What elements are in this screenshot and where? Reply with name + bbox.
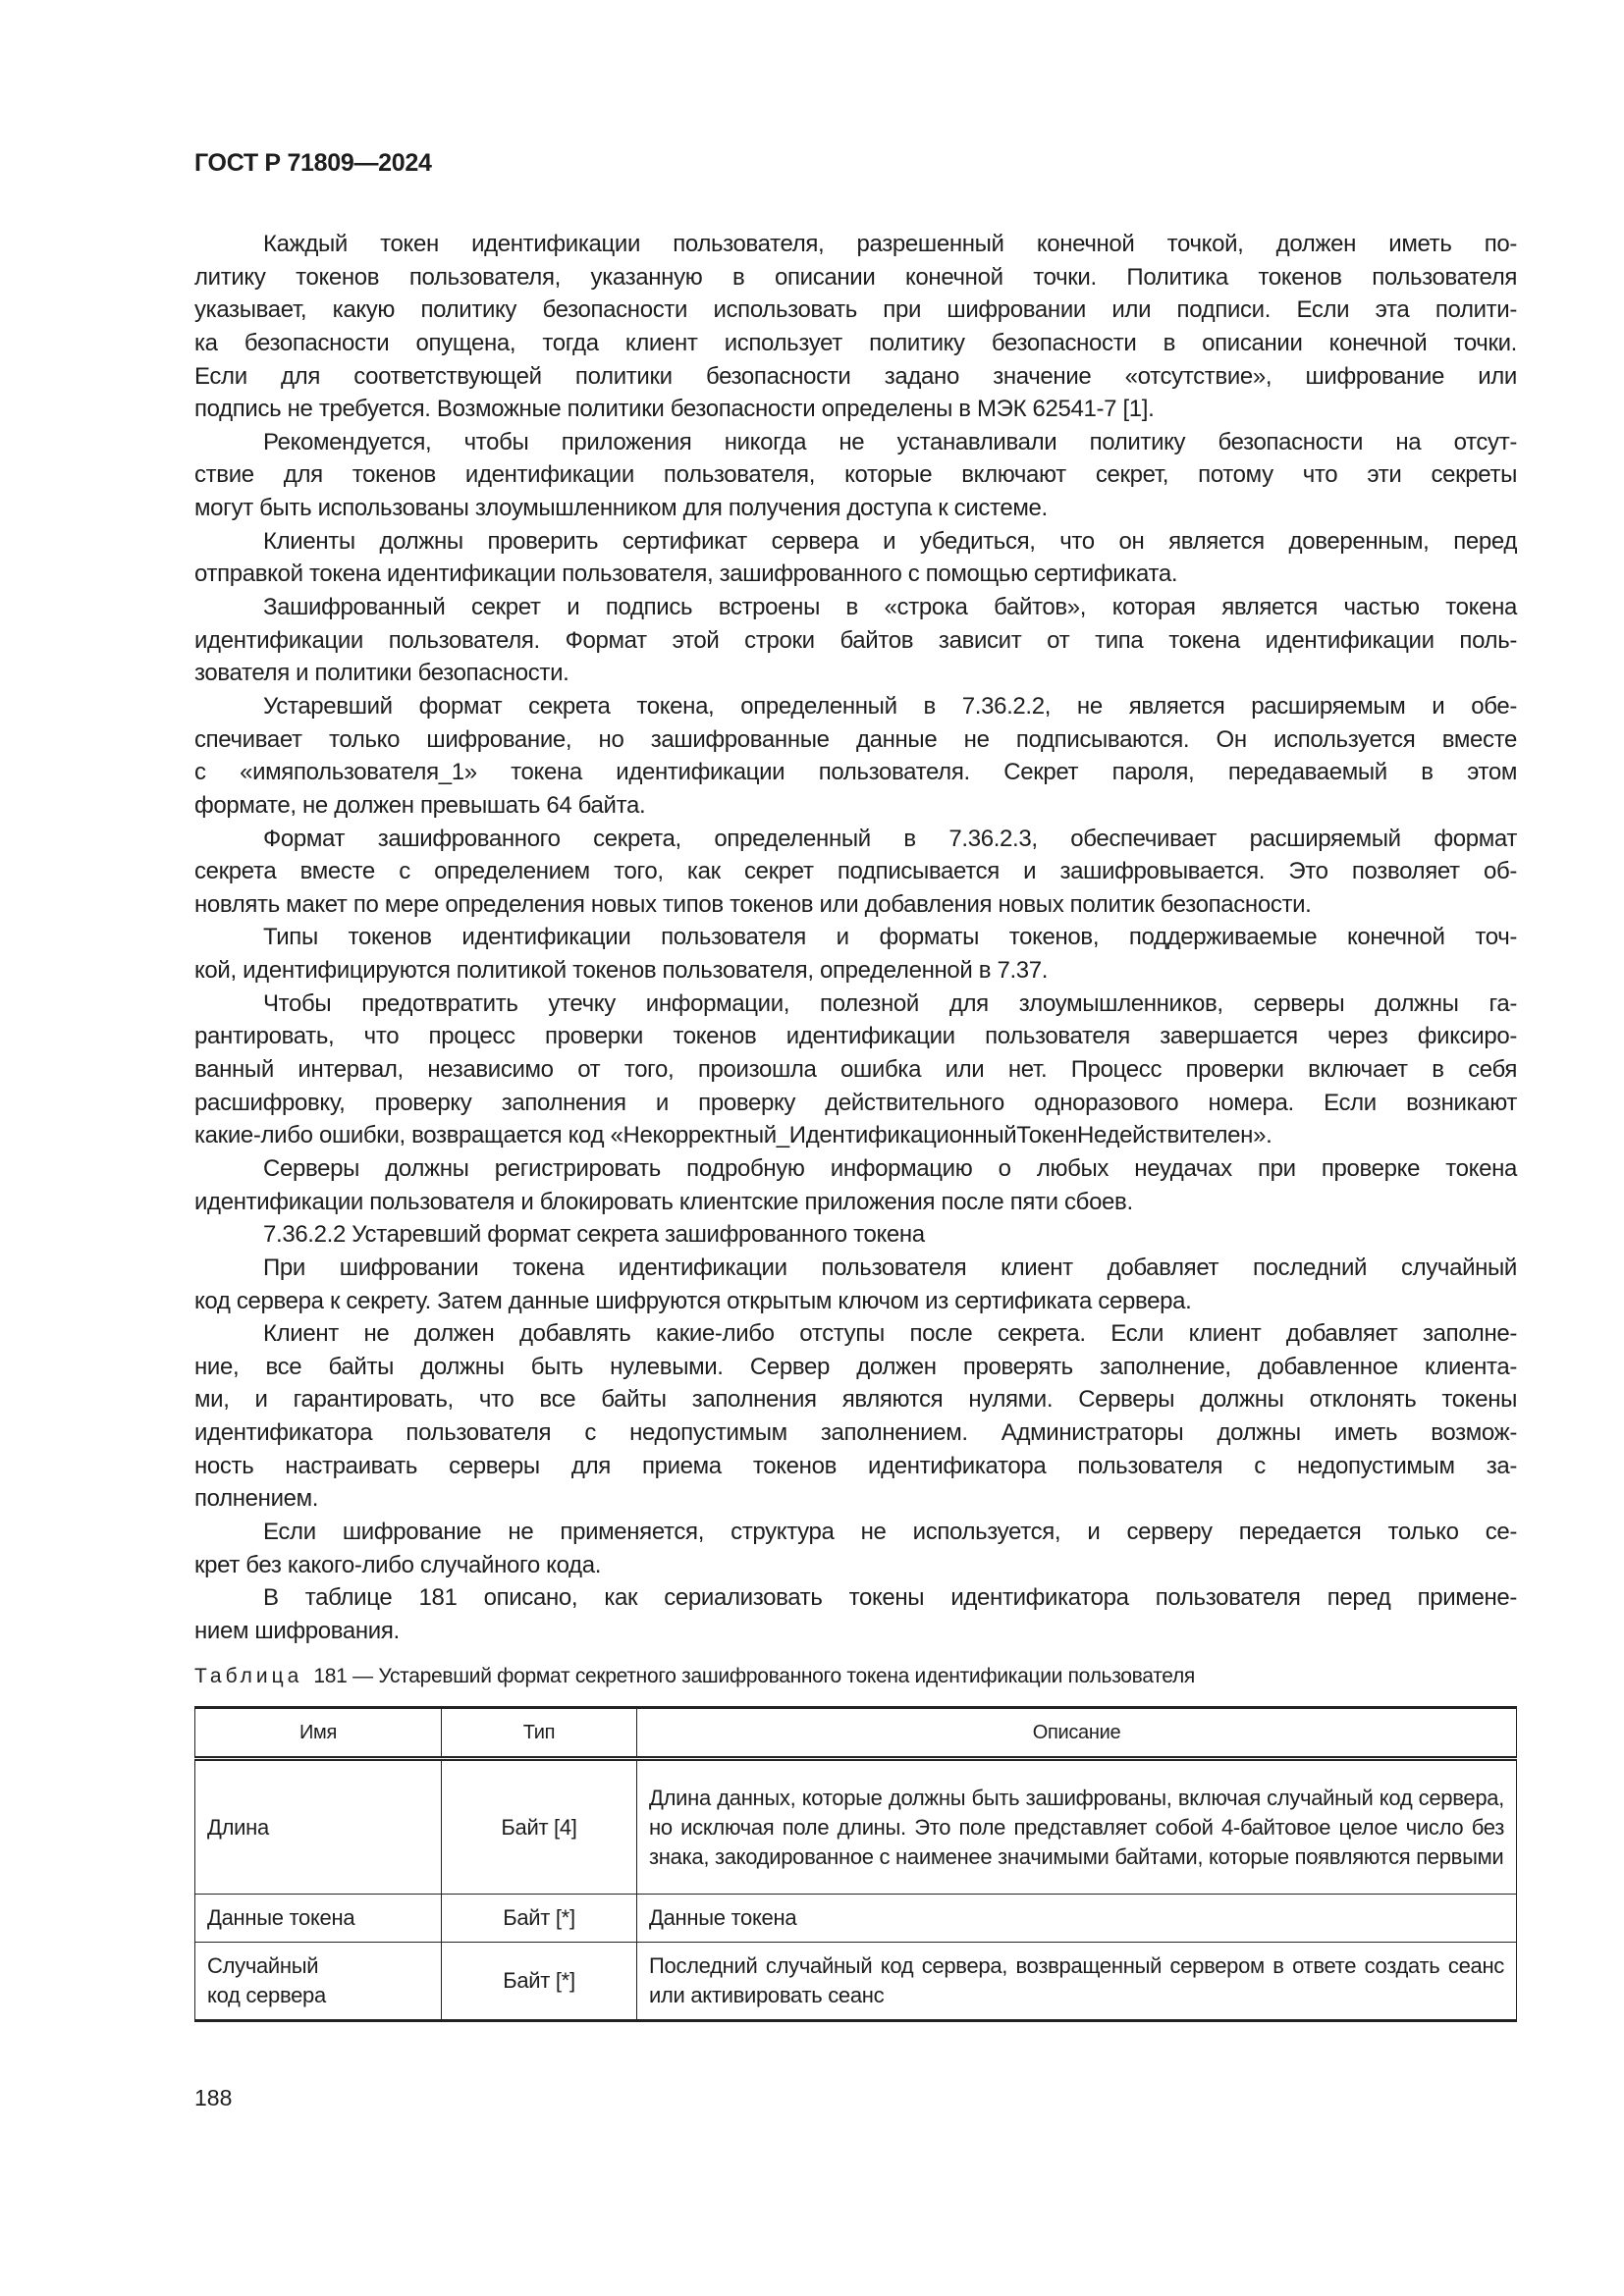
text-line: подпись не требуется. Возможные политики безопасности определены в МЭК 62541-7 [1]. [194,396,1155,423]
text-line: с «имяпользователя_1» токена идентификации пользователя. Секрет пароля, передаваемый в этом [194,759,1517,786]
text-line: какие-либо ошибки, возвращается код «Некорректный_ИдентификационныйТокенНедействителен». [194,1122,1272,1149]
text-line: Если шифрование не применяется, структура не используется, и серверу передается только се- [263,1518,1517,1545]
section-heading [194,1218,1517,1252]
text-line: Если для соответствующей политики безопасности задано значение «отсутствие», шифрование или [194,362,1517,390]
paragraph [194,1581,1517,1647]
cell-type: Байт [*] [442,1895,637,1943]
text-line: Зашифрованный секрет и подпись встроены в «строка байтов», которая является частью токена [263,594,1517,621]
table-header-row [195,1708,1517,1759]
text-line: ми, и гарантировать, что все байты заполнения являются нулями. Серверы должны отклонять токены [194,1386,1517,1414]
paragraph [194,1152,1517,1218]
paragraph [194,921,1517,987]
text-line: 7.36.2.2 Устаревший формат секрета зашифрованного токена [263,1221,925,1249]
table-caption-label: Таблица [194,1665,303,1687]
data-table [194,1706,1517,2022]
paragraph [194,426,1517,525]
text-line: спечивает только шифрование, но зашифрованные данные не подписываются. Он используется вместе [194,725,1517,753]
paragraph [194,690,1517,823]
text-line: Каждый токен идентификации пользователя, разрешенный конечной точкой, должен иметь по- [263,231,1517,257]
cell-type: Байт [*] [442,1943,637,2021]
cell-name: Длина [195,1759,442,1895]
text-line: новлять макет по мере определения новых типов токенов или добавления новых политик безопасности. [194,890,1312,918]
text-line: ванный интервал, независимо от того, произошла ошибка или нет. Процесс проверки включает в себя [194,1056,1517,1084]
text-line: Чтобы предотвратить утечку информации, полезной для злоумышленников, серверы должны га- [263,989,1517,1017]
text-line: Клиенты должны проверить сертификат сервера и убедиться, что он является доверенным, перед [263,527,1517,555]
text-line: Устаревший формат секрета токена, определенный в 7.36.2.2, не является расширяемым и обе- [263,692,1517,720]
text-line: литику токенов пользователя, указанную в описании конечной точки. Политика токенов пользователя [194,263,1517,291]
text-line: нием шифрования. [194,1617,400,1644]
paragraph [194,525,1517,591]
document-header: ГОСТ Р 71809—2024 [194,149,432,177]
table-row [195,1759,1517,1895]
paragraph [194,823,1517,922]
cell-description: Длина данных, которые должны быть зашифрованы, включая случайный код сервера, но исключая поле длины. Это поле представляет собой 4-байтовое целое число без знака, закодированное с наименее значимыми байтами, которые появляются первыми [637,1759,1517,1895]
text-line: расшифровку, проверку заполнения и проверку действительного одноразового номера. Если возникают [194,1089,1517,1116]
text-line: зователя и политики безопасности. [194,660,569,687]
text-line: идентификации пользователя. Формат этой строки байтов зависит от типа токена идентификации поль- [194,626,1517,654]
text-line: кой, идентифицируются политикой токенов пользователя, определенной в 7.37. [194,957,1049,985]
paragraph [194,1317,1517,1516]
cell-type: Байт [4] [442,1759,637,1895]
paragraph [194,988,1517,1152]
text-line: формате, не должен превышать 64 байта. [194,791,646,819]
text-line: Клиент не должен добавлять какие-либо отступы после секрета. Если клиент добавляет заполне- [263,1320,1517,1348]
column-header-description: Описание [637,1708,1517,1759]
cell-name-text: Случайный код сервера [207,1953,326,2007]
text-line: ствие для токенов идентификации пользователя, которые включают секрет, потому что эти секреты [194,461,1517,489]
text-line: могут быть использованы злоумышленником для получения доступа к системе. [194,495,1048,522]
text-line: полнением. [194,1485,319,1513]
cell-description: Данные токена [637,1895,1517,1943]
text-line: В таблице 181 описано, как сериализовать токены идентификатора пользователя перед примене- [263,1584,1517,1612]
text-line: Рекомендуется, чтобы приложения никогда не устанавливали политику безопасности на отсут- [263,428,1517,455]
text-line: Формат зашифрованного секрета, определенный в 7.36.2.3, обеспечивает расширяемый формат [263,825,1517,852]
cell-description: Последний случайный код сервера, возвращенный сервером в ответе создать сеанс или активировать сеанс [637,1943,1517,2021]
cell-name: Данные токена [195,1895,442,1943]
text-line: идентификации пользователя и блокировать клиентские приложения после пяти сбоев. [194,1188,1133,1215]
document-body [194,228,1517,1648]
column-header-name: Имя [195,1708,442,1759]
column-header-type: Тип [442,1708,637,1759]
page-number: 188 [194,2085,233,2110]
text-line: При шифровании токена идентификации пользователя клиент добавляет последний случайный [263,1254,1517,1281]
paragraph [194,228,1517,426]
text-line: отправкой токена идентификации пользователя, зашифрованного с помощью сертификата. [194,561,1178,588]
text-line: ка безопасности опущена, тогда клиент использует политику безопасности в описании конечной точки. [194,329,1517,356]
text-line: ность настраивать серверы для приема токенов идентификатора пользователя с недопустимым за- [194,1452,1517,1479]
paragraph [194,1252,1517,1317]
text-line: Серверы должны регистрировать подробную информацию о любых неудачах при проверке токена [263,1154,1517,1182]
table-row [195,1895,1517,1943]
text-line: идентификатора пользователя с недопустимым заполнением. Администраторы должны иметь возмож- [194,1419,1517,1447]
paragraph [194,591,1517,690]
cell-name [195,1943,442,2021]
table-row [195,1943,1517,2021]
text-line: Типы токенов идентификации пользователя и форматы токенов, поддерживаемые конечной точ- [263,924,1517,951]
text-line: крет без какого-либо случайного кода. [194,1551,602,1578]
table-caption [194,1665,1195,1688]
text-line: ние, все байты должны быть нулевыми. Сервер должен проверять заполнение, добавленное клиента- [194,1353,1517,1380]
table-caption-text: 181 — Устаревший формат секретного зашифрованного токена идентификации пользователя [313,1665,1195,1687]
text-line: секрета вместе с определением того, как секрет подписывается и зашифровывается. Это позволяет об- [194,858,1517,885]
paragraph [194,1516,1517,1581]
text-line: указывает, какую политику безопасности использовать при шифровании или подписи. Если эта полити- [194,296,1517,324]
text-line: код сервера к секрету. Затем данные шифруются открытым ключом из сертификата сервера. [194,1287,1192,1314]
text-line: рантировать, что процесс проверки токенов идентификации пользователя завершается через фиксиро- [194,1023,1517,1050]
